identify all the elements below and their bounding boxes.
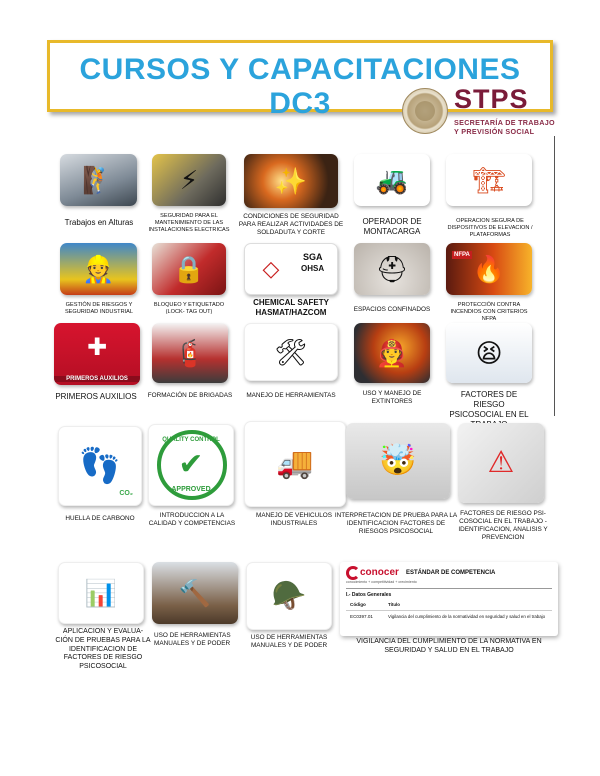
fire-icon: 🔥 [472, 254, 506, 284]
standard-code: EC0397.01 [350, 614, 373, 619]
stps-subtitle-line1: SECRETARÍA DE TRABAJO [454, 118, 555, 127]
psicosocial-analisis-image [458, 423, 544, 503]
course-label-aplicacion: APLICACION Y EVALUA- CIÓN DE PRUEBAS PARA LA IDENTIFICACION DE FACTORES DE RIESGO PSICOSOCIAL [55, 628, 151, 670]
course-label-elevacion: OPERACION SEGURA DE DISPOSITIVOS DE ELEVACION / PLATAFORMAS [447, 218, 533, 238]
manuales-b-image [246, 562, 332, 630]
frustrated-worker-icon: 🤯 [379, 444, 417, 477]
course-label-hazmat: CHEMICAL SAFETY HASMAT/HAZCOM [253, 298, 329, 317]
course-label-calidad: INTRODUCCION A LA CALIDAD Y COMPETENCIAS [148, 512, 236, 527]
course-label-auxilios: PRIMEROS AUXILIOS [55, 392, 137, 401]
primeros-auxilios-banner: PRIMEROS AUXILIOS [54, 376, 140, 382]
soldadura-image [244, 154, 338, 208]
conocer-standard-document [340, 562, 558, 636]
document-rule [346, 588, 552, 589]
carbono-image [58, 426, 142, 506]
hazmat-image [244, 243, 338, 295]
interpretacion-image [346, 423, 450, 499]
elevacion-image [446, 154, 532, 206]
course-label-riesgos: GESTIÓN DE RIESGOS Y SEGURIDAD INDUSTRIAL [64, 302, 134, 315]
padlock-icon: 🔒 [172, 254, 206, 284]
extintores-image [354, 323, 430, 383]
stps-logo [402, 84, 562, 142]
brigadas-image [152, 323, 228, 383]
riesgos-image [60, 243, 137, 295]
aplicacion-image [58, 562, 144, 624]
hard-hat-workers-icon: 👷 [82, 254, 115, 284]
welding-sparks-icon: ✨ [274, 166, 308, 196]
course-label-bloqueo: BLOQUEO Y ETIQUETADO (LOCK- TAG OUT) [153, 302, 225, 315]
hazard-pictogram-icon: ◇ [262, 256, 280, 281]
general-data-section: I.- Datos Generales [346, 592, 392, 598]
course-label-montacarga: OPERADOR DE MONTACARGA [362, 217, 422, 236]
alturas-image [60, 154, 137, 206]
multi-arm-tools-icon: 🛠 [274, 337, 308, 367]
psicosocial-image [446, 323, 532, 383]
lift-platform-icon: 🏗 [472, 165, 506, 195]
mexico-seal-icon [402, 88, 448, 134]
nfpa-label: NFPA [454, 252, 470, 258]
manhole-worker-icon: ⛑ [375, 254, 409, 284]
warning-sign-icon: ⚠ [487, 446, 515, 479]
green-footprint-icon: 👣 [78, 447, 122, 485]
montacarga-image [354, 154, 430, 206]
presentation-board-icon: 📊 [84, 578, 118, 608]
auxilios-image [54, 323, 140, 385]
standard-title: Vigilancia del cumplimiento de la normatividad en seguridad y salud en el trabajo [388, 614, 546, 619]
code-header: Código [350, 602, 366, 607]
first-aid-kit-icon: ✚ [86, 333, 108, 361]
course-label-soldadura: CONDICIONES DE SEGURIDAD PARA REALIZAR ACTIVIDADES DE SOLDADUTA Y CORTE [238, 213, 344, 236]
bloqueo-image [152, 243, 226, 295]
course-label-alturas: Trabajos en Alturas [64, 218, 134, 227]
course-label-vigilancia: VIGILANCIA DEL CUMPLIMIENTO DE LA NORMATIVA EN SEGURIDAD Y SALUD EN EL TRABAJO [356, 638, 542, 654]
sga-label: SGA [303, 252, 323, 262]
vehiculos-image [244, 421, 346, 507]
course-label-psicosocial: FACTORES DE RIESGO PSICOSOCIAL EN EL [449, 390, 529, 419]
course-label-vehiculos: MANEJO DE VEHICULOS INDUSTRIALES [256, 512, 332, 527]
course-label-carbono: HUELLA DE CARBONO [65, 515, 135, 522]
checkmark-icon: ✔ [178, 448, 204, 481]
course-label-incendios: PROTECCIÓN CONTRA INCENDIOS CON CRITERIOS NFPA [450, 302, 528, 322]
document-row-rule [346, 610, 552, 611]
course-label-confinados: ESPACIOS CONFINADOS [353, 306, 431, 313]
confinados-image [354, 243, 430, 295]
course-label-brigadas: FORMACIÓN DE BRIGADAS [147, 392, 233, 399]
divider-line [554, 136, 555, 416]
stressed-person-icon: 😫 [475, 338, 503, 368]
course-label-herramientas: MANEJO DE HERRAMIENTAS [246, 392, 336, 399]
ohsa-label: OHSA [301, 264, 325, 273]
stps-subtitle-line2: Y PREVISIÓN SOCIAL [454, 127, 535, 136]
tool-belt-icon: 🔨 [178, 578, 212, 608]
conocer-slogan: conocimiento + competitividad + crecimiento [346, 580, 417, 584]
conocer-brand: conocer [360, 567, 399, 578]
stps-wordmark: STPS [454, 84, 529, 114]
worker-harness-icon: 🧗 [82, 165, 115, 195]
high-voltage-icon: ⚡ [179, 165, 199, 195]
safety-equipment-icon: 🪖 [271, 580, 307, 611]
course-label-interpretacion: INTERPRETACION DE PRUEBA PARA LA IDENTIFICACION FACTORES DE RIESGOS PSICOSOCIAL [334, 512, 458, 535]
page-title: CURSOS Y CAPACITACIONES DC3 [79, 53, 521, 120]
course-label-manuales-a: USO DE HERRAMIENTAS MANUALES Y DE PODER [154, 632, 231, 647]
title-header: Título [388, 602, 400, 607]
brigade-equipment-icon: 🧯 [173, 338, 207, 368]
firefighters-icon: 🧑‍🚒 [375, 338, 409, 368]
construction-vehicles-icon: 🚚 [276, 447, 314, 480]
course-label-extintores: USO Y MANEJO DE EXTINTORES [362, 390, 422, 405]
course-label-manuales-b: USO DE HERRAMIENTAS MANUALES Y DE PODER [250, 634, 328, 649]
forklift-icon: 🚜 [375, 165, 409, 195]
conocer-logo-icon [346, 566, 360, 580]
course-label-psicosocial-analisis: FACTORES DE RIESGO PSI- COSOCIAL EN EL TRABAJO - IDENTIFICACION, ANALISIS Y PREVENCION [458, 510, 548, 541]
electrica-image [152, 154, 226, 206]
quality-control-text: QUALITY CONTROL [162, 437, 220, 443]
herramientas-image [244, 323, 338, 381]
incendios-image [446, 243, 532, 295]
standard-heading: ESTÁNDAR DE COMPETENCIA [406, 570, 496, 576]
calidad-image [148, 424, 234, 506]
course-label-electrica: SEGURIDAD PARA EL MANTENIMIENTO DE LAS INSTALACIONES ELECTRICAS [148, 213, 230, 233]
co2-label: CO₂ [119, 490, 133, 497]
manuales-a-image [152, 562, 238, 624]
approved-text: APPROVED [171, 486, 211, 493]
